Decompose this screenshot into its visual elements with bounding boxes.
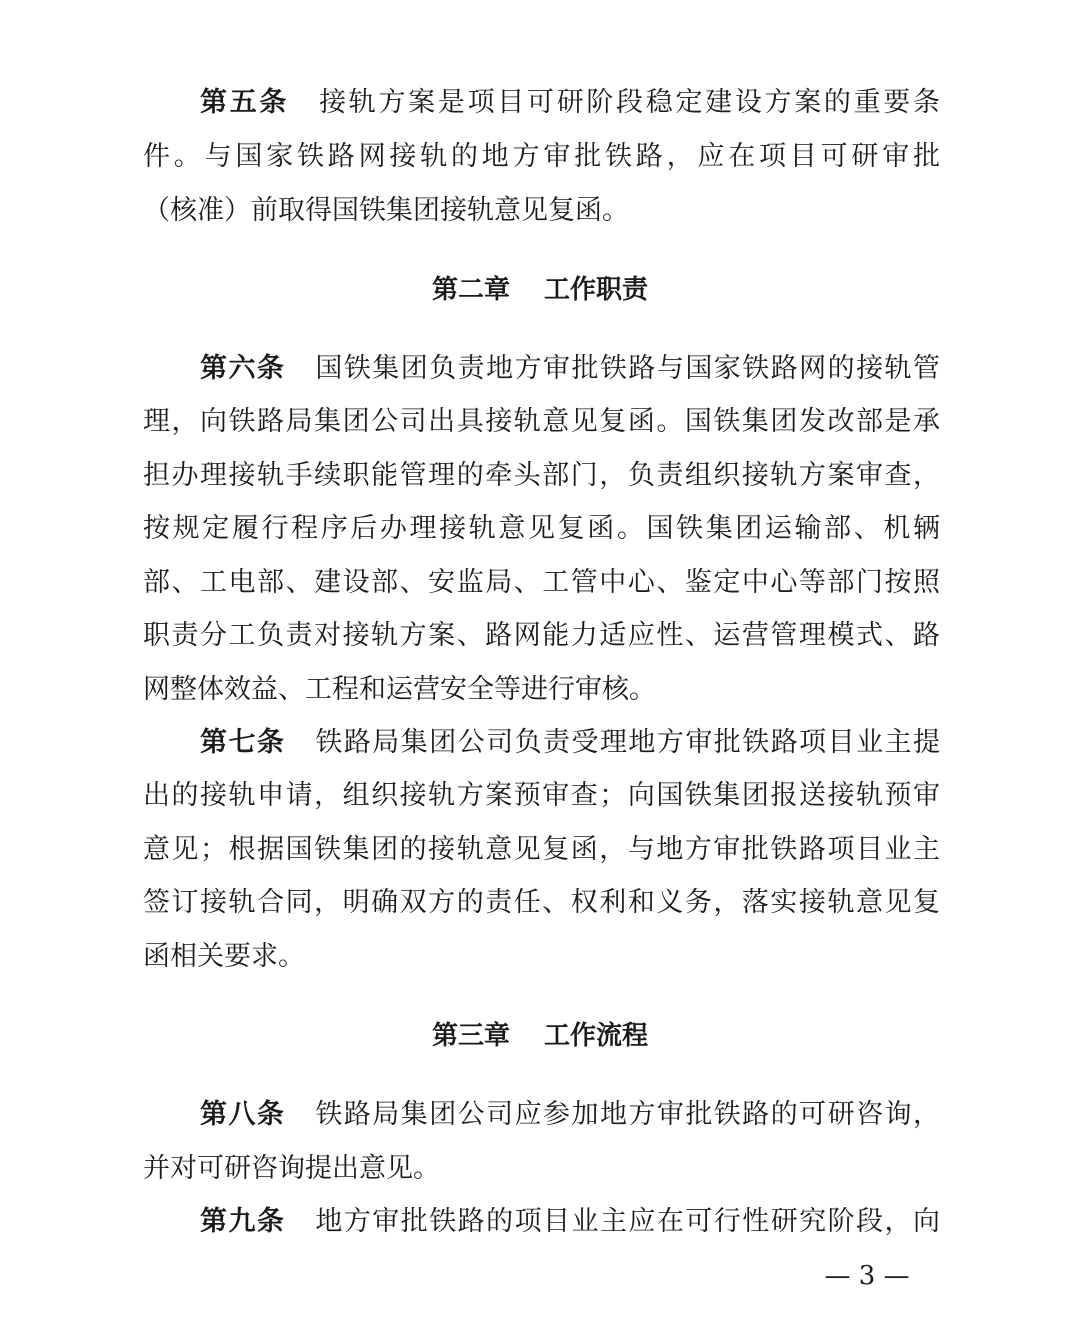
- article-7-line-5: 函相关要求。: [143, 941, 305, 972]
- article-9-label: 第九条: [200, 1206, 286, 1237]
- article-5-line-1: 第五条 接轨方案是项目可研阶段稳定建设方案的重要条: [200, 87, 941, 118]
- article-8-label: 第八条: [200, 1099, 286, 1130]
- chapter-2-number: 第二章: [431, 275, 510, 305]
- article-7-line-4: 签订接轨合同，明确双方的责任、权利和义务，落实接轨意见复: [143, 887, 940, 918]
- article-8-line-1: 第八条 铁路局集团公司应参加地方审批铁路的可研咨询，: [200, 1099, 940, 1130]
- article-7-label: 第七条: [200, 727, 286, 758]
- article-6-line-1: 第六条 国铁集团负责地方审批铁路与国家铁路网的接轨管: [200, 353, 940, 384]
- article-5-line-2: 件。与国家铁路网接轨的地方审批铁路，应在项目可研审批: [143, 141, 940, 172]
- chapter-3-number: 第三章: [431, 1021, 510, 1051]
- article-7-line-1: 第七条 铁路局集团公司负责受理地方审批铁路项目业主提: [200, 727, 940, 758]
- article-6-line-7: 网整体效益、工程和运营安全等进行审核。: [143, 674, 656, 705]
- chapter-3-title: 工作流程: [544, 1021, 649, 1051]
- article-7-line-3: 意见；根据国铁集团的接轨意见复函，与地方审批铁路项目业主: [143, 834, 940, 865]
- article-9-line-1: 第九条 地方审批铁路的项目业主应在可行性研究阶段，向: [200, 1206, 940, 1237]
- article-6-line-4: 按规定履行程序后办理接轨意见复函。国铁集团运输部、机辆: [143, 513, 940, 544]
- article-5-label: 第五条: [200, 87, 290, 118]
- article-6-line-6: 职责分工负责对接轨方案、路网能力适应性、运营管理模式、路: [143, 620, 940, 651]
- article-5-line-3: （核准）前取得国铁集团接轨意见复函。: [143, 195, 629, 226]
- article-6-label: 第六条: [200, 353, 286, 384]
- chapter-2-heading: [0, 270, 1080, 310]
- article-8-line-2: 并对可研咨询提出意见。: [143, 1153, 440, 1184]
- article-6-line-3: 担办理接轨手续职能管理的牵头部门，负责组织接轨方案审查，: [143, 460, 940, 491]
- article-6-line-5: 部、工电部、建设部、安监局、工管中心、鉴定中心等部门按照: [143, 567, 940, 598]
- article-7-line-2: 出的接轨申请，组织接轨方案预审查；向国铁集团报送接轨预审: [143, 780, 940, 811]
- chapter-2-title: 工作职责: [544, 275, 649, 305]
- chapter-3-heading: [0, 1016, 1080, 1056]
- page-number: — 3 —: [824, 1261, 910, 1291]
- article-6-line-2: 理，向铁路局集团公司出具接轨意见复函。国铁集团发改部是承: [143, 406, 940, 437]
